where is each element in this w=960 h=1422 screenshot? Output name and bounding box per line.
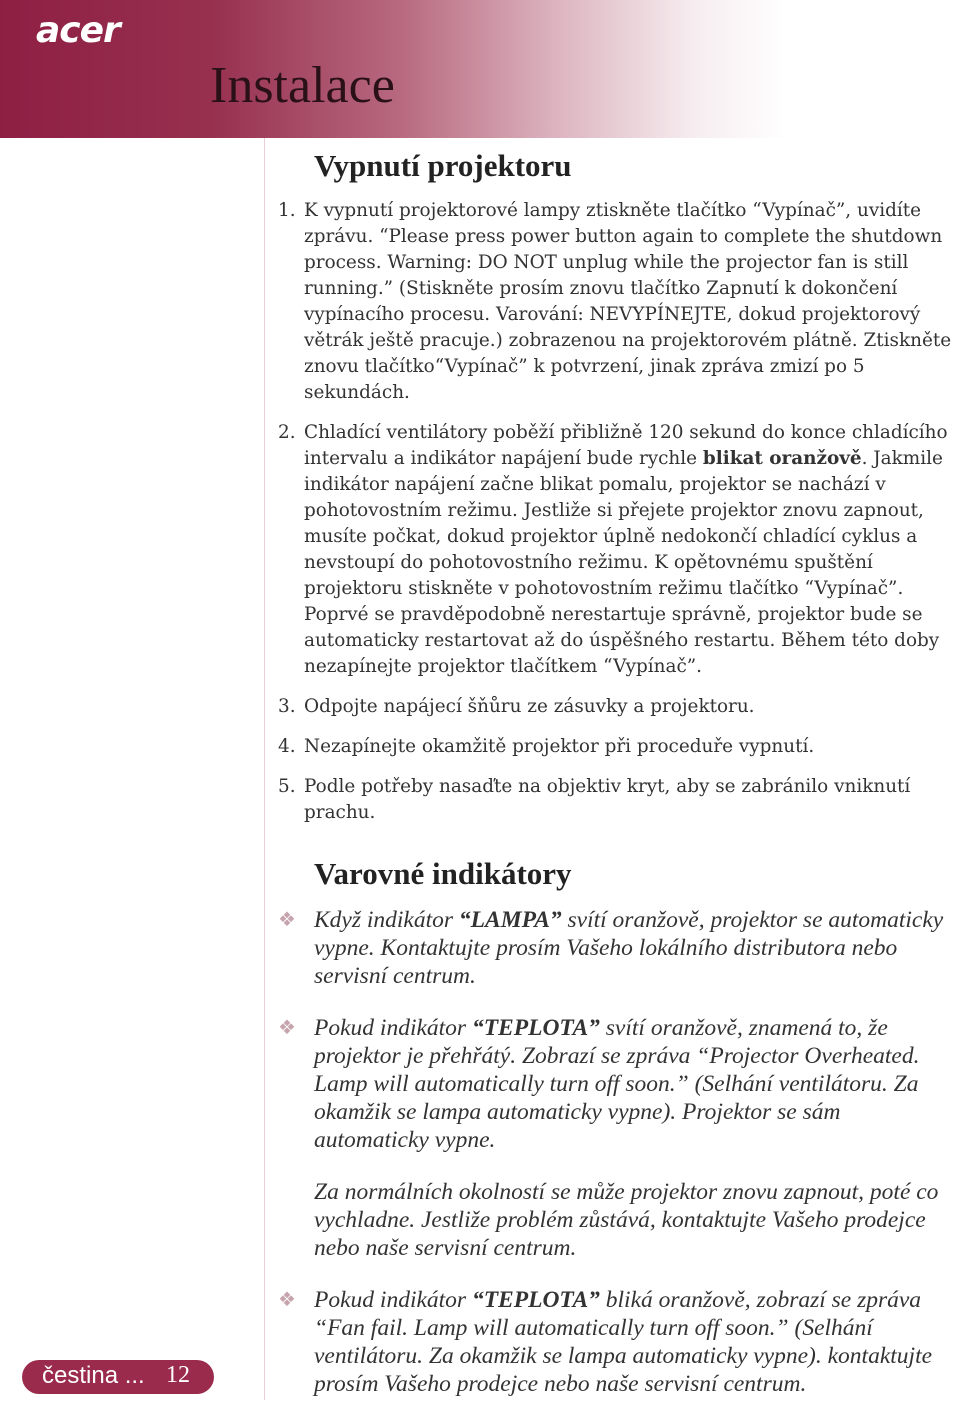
step-2 [278, 420, 958, 680]
diamond-bullet-icon: ❖ [278, 1289, 296, 1311]
page-number: 12 [166, 1362, 190, 1388]
step-number: 4. [278, 736, 296, 757]
acer-logo: acer [36, 10, 120, 51]
warning-text: bliká oranžově, zobrazí se zpráva “Fan fail. Lamp will automatically turn off soon.” (Selhání ventilátoru. Za okamžik se lampa automaticky vypne). kontaktujte prosím Vašeho prodejce nebo naše servisní centrum. [314, 1287, 933, 1397]
step-5 [278, 774, 958, 826]
step-text-bold: blikat oranžově [702, 448, 862, 469]
power-off-steps [278, 198, 958, 840]
warning-text: Pokud indikátor [314, 1015, 472, 1041]
step-number: 1. [278, 200, 296, 221]
sidebar-divider [264, 138, 265, 1400]
power-off-heading: Vypnutí projektoru [314, 148, 572, 183]
step-text: Odpojte napájecí šňůru ze zásuvky a projektoru. [304, 696, 755, 717]
step-text: . Jakmile indikátor napájení začne blikat pomalu, projektor se nachází v pohotovostním režimu. Jestliže si přejete projektor znovu zapnout, musíte počkat, dokud projektor úplně nedokončí chladící cyklus a nevstoupí do pohotovostního režimu. K opětovnému spuštění projektoru stiskněte v pohotovostním režimu tlačítko “Vypínač”. Poprvé se pravděpodobně nerestartuje správně, projektor bude se automaticky restartovat až do úspěšného restartu. Během této doby nezapínejte projektor tlačítkem “Vypínač”. [304, 448, 943, 677]
warning-list [278, 906, 958, 1422]
step-text: Podle potřeby nasaďte na objektiv kryt, aby se zabránilo vniknutí prachu. [304, 776, 911, 823]
warning-lamp [278, 906, 958, 990]
step-3 [278, 694, 958, 720]
diamond-bullet-icon: ❖ [278, 1017, 296, 1039]
warning-text: Když indikátor [314, 907, 459, 933]
warning-text: svítí oranžově, projektor se automaticky vypne. Kontaktujte prosím Vašeho lokálního distributora nebo servisní centrum. [314, 907, 944, 989]
step-number: 3. [278, 696, 296, 717]
section-title: Instalace [210, 57, 395, 114]
warning-temp-blink [278, 1286, 958, 1398]
warning-text: svítí oranžově, znamená to, že projektor je přehřátý. Zobrazí se zpráva “Projector Overheated. Lamp will automatically turn off soon.” (Selhání ventilátoru. Za okamžik se lampa automaticky vypne). Projektor se sám automaticky vypne. [314, 1015, 920, 1153]
step-1 [278, 198, 958, 406]
footer-language: čestina ... [42, 1362, 145, 1389]
warning-followup: Za normálních okolností se může projektor znovu zapnout, poté co vychladne. Jestliže problém zůstává, kontaktujte Vašeho prodejce nebo naše servisní centrum. [314, 1179, 939, 1261]
diamond-bullet-icon: ❖ [278, 909, 296, 931]
step-text: K vypnutí projektorové lampy ztiskněte tlačítko “Vypínač”, uvidíte zprávu. “Please press power button again to complete the shutdown process. Warning: DO NOT unplug while the projector fan is still running.” (Stiskněte prosím znovu tlačítko Zapnutí k dokončení vypínacího procesu. Varování: NEVYPÍNEJTE, dokud projektorový větrák ještě pracuje.) zobrazenou na projektorovém plátně. Ztiskněte znovu tlačítko“Vypínač” k potvrzení, jinak zpráva zmizí po 5 sekundách. [304, 200, 952, 403]
step-number: 5. [278, 776, 296, 797]
step-number: 2. [278, 422, 296, 443]
warning-temp-on [278, 1014, 958, 1154]
indicator-name: “TEPLOTA” [471, 1015, 600, 1041]
warnings-heading: Varovné indikátory [314, 856, 572, 891]
step-4 [278, 734, 958, 760]
header-band [0, 0, 960, 138]
warning-text: Pokud indikátor [314, 1287, 472, 1313]
step-text: Chladící ventilátory poběží přibližně 120 sekund do konce chladícího intervalu a indikátor napájení bude rychle [304, 422, 948, 469]
step-text: Nezapínejte okamžitě projektor při proceduře vypnutí. [304, 736, 815, 757]
indicator-name: “LAMPA” [458, 907, 562, 933]
indicator-name: “TEPLOTA” [471, 1287, 600, 1313]
